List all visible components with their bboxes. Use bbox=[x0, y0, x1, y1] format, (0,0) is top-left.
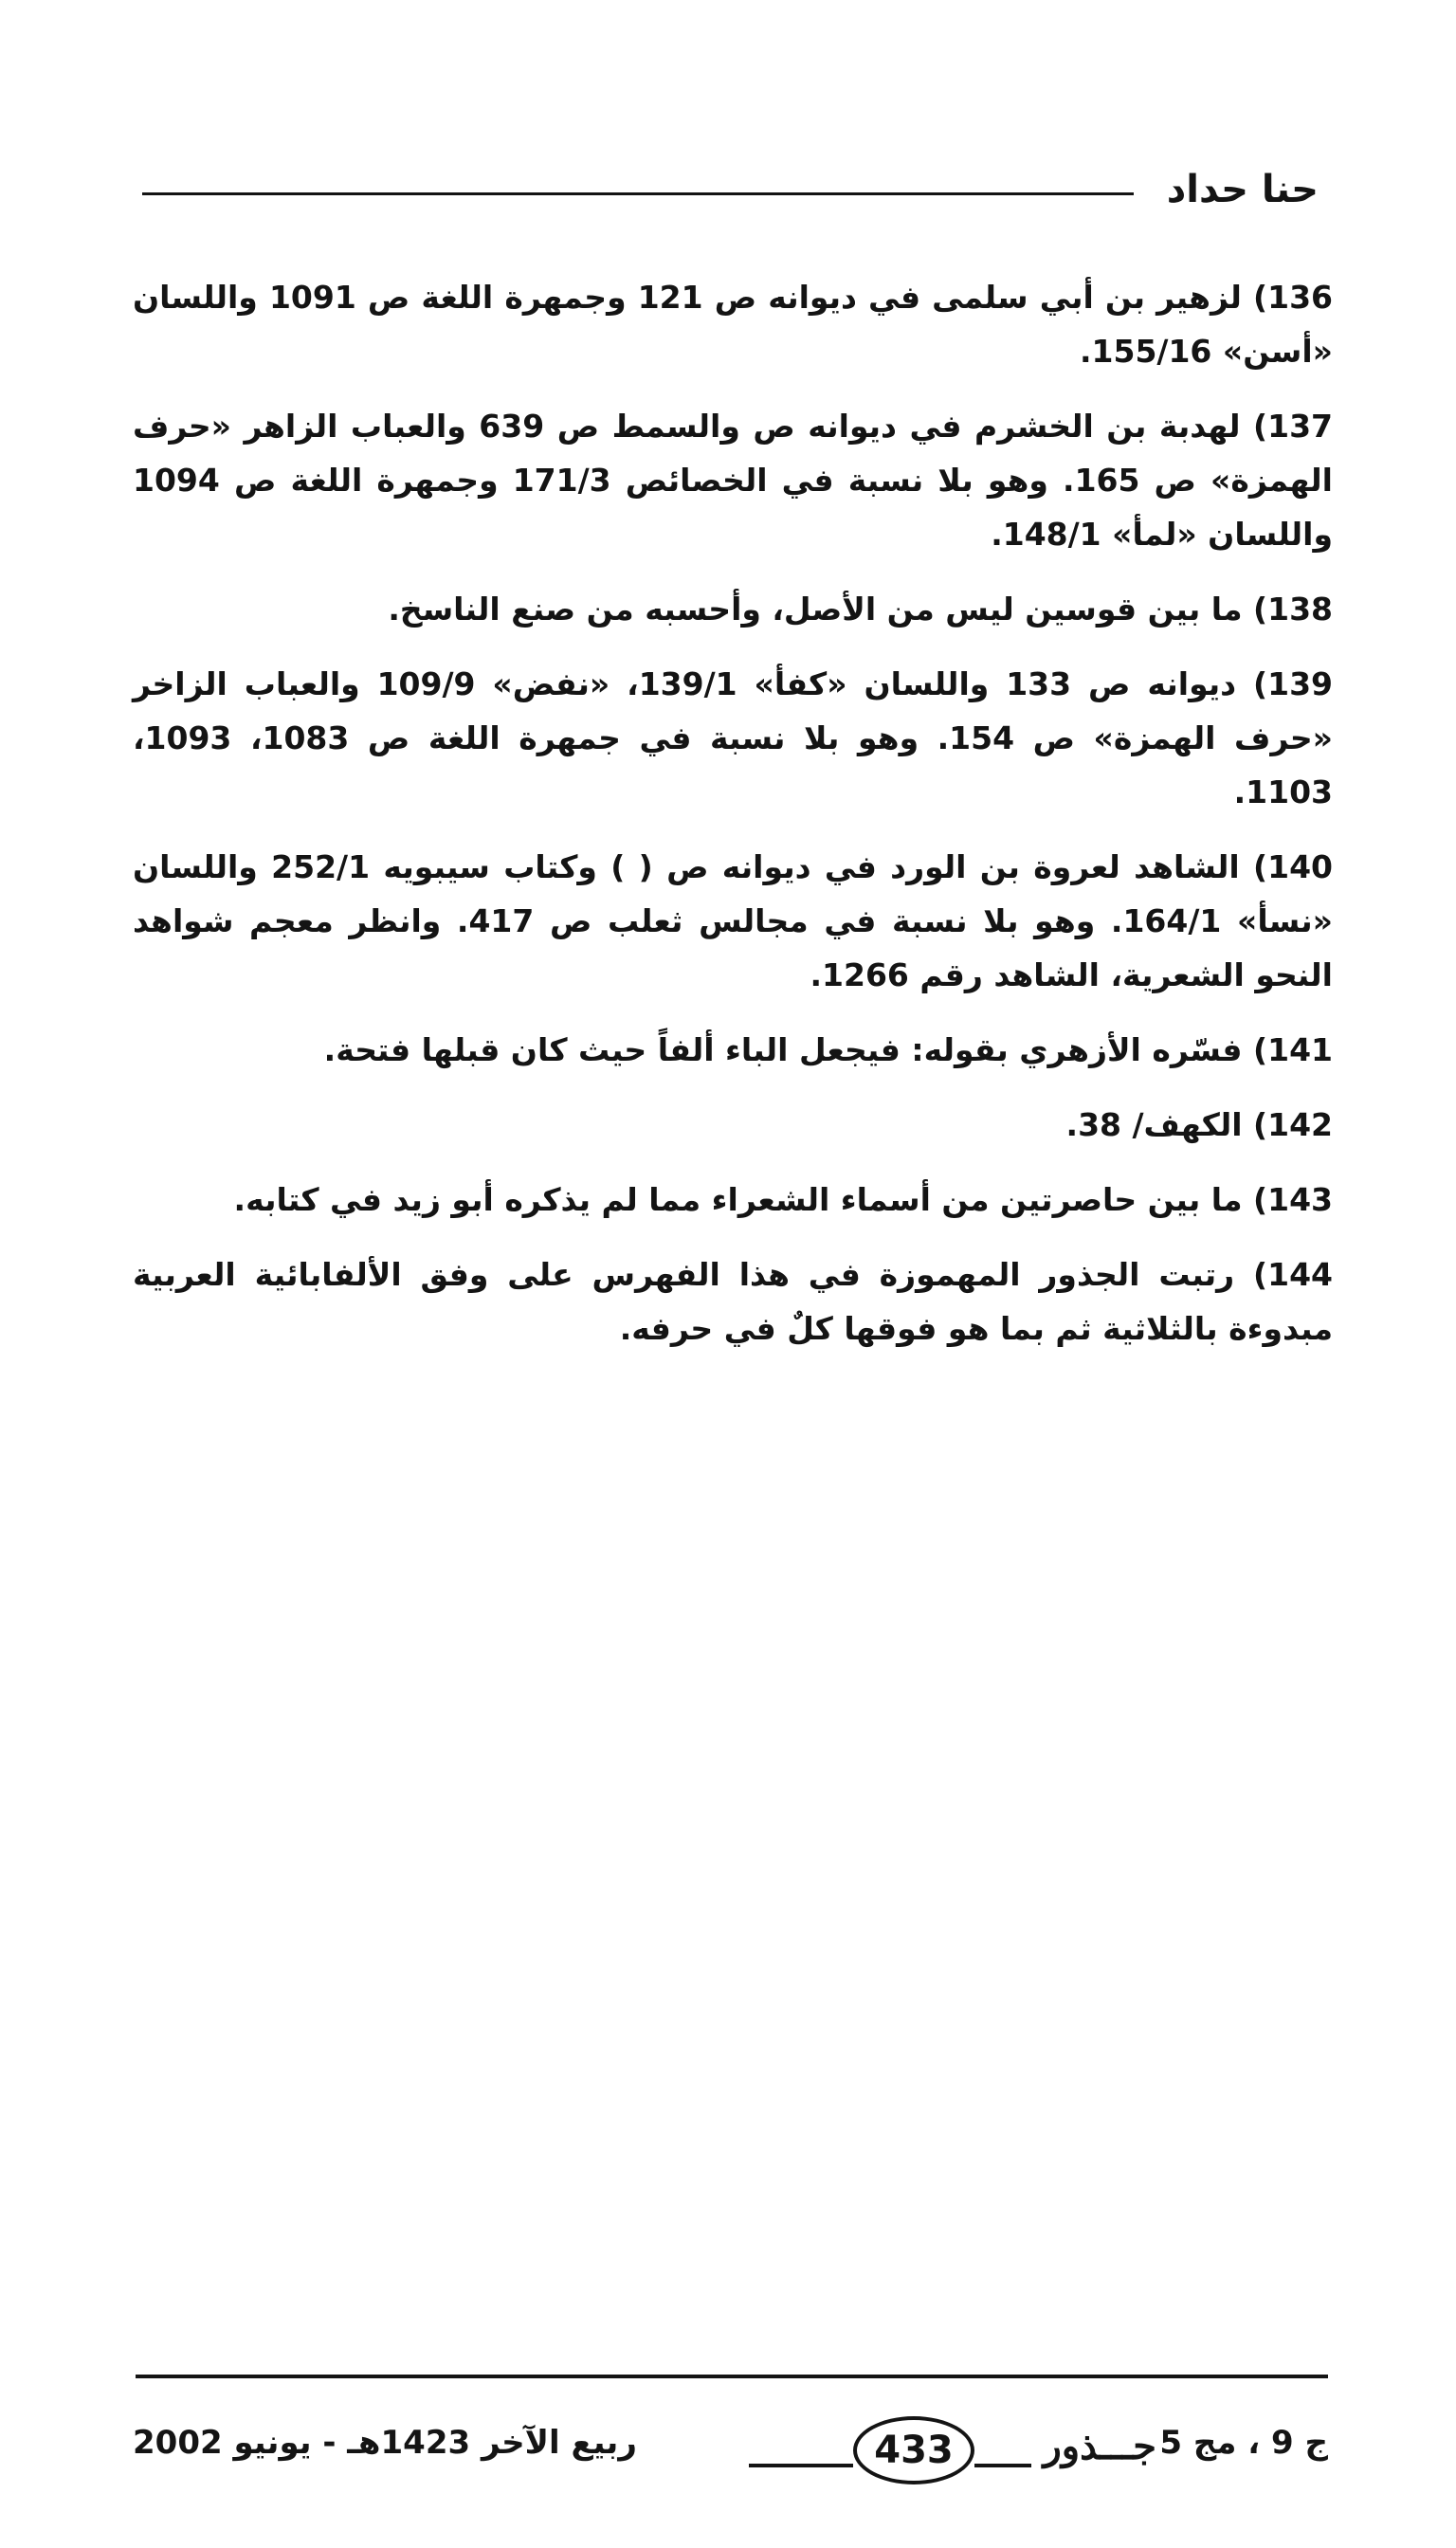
issue-date: ربيع الآخر 1423هـ - يونيو 2002 bbox=[133, 2424, 637, 2462]
endnote-140: 140) الشاهد لعروة بن الورد في ديوانه ص ( ) وكتاب سيبويه 252/1 واللسان «نسأ» 164/1. وهو بلا نسبة في مجالس ثعلب ص 417. وانظر معجم شواهد النحو الشعرية، الشاهد رقم 1266. bbox=[133, 848, 1334, 993]
endnote-138: 138) ما بين قوسين ليس من الأصل، وأحسبه من صنع الناسخ. bbox=[388, 591, 1333, 628]
volume-number: ج 9 ، مج 5 bbox=[1159, 2424, 1328, 2462]
journal-mark bbox=[664, 2412, 1156, 2488]
journal-name: جـــذور bbox=[1043, 2424, 1156, 2468]
endnote-137: 137) لهدبة بن الخشرم في ديوانه ص والسمط ص 639 والعباب الزاهر «حرف الهمزة» ص 165. وهو بلا نسبة في الخصائص 171/3 وجمهرة اللغة ص 1094 واللسان «لمأ» 148/1. bbox=[133, 408, 1333, 553]
page-number-stroke-left bbox=[749, 2464, 853, 2467]
endnote-144: 144) رتبت الجذور المهموزة في هذا الفهرس على وفق الألفابائية العربية مبدوءة بالثلاثية ثم بما هو فوقها كلٌ في حرفه. bbox=[133, 1256, 1333, 1347]
page-number-stroke-right bbox=[974, 2464, 1031, 2467]
running-header bbox=[142, 161, 1319, 218]
endnotes-list bbox=[133, 270, 1333, 1376]
endnote-142: 142) الكهف/ 38. bbox=[1065, 1106, 1333, 1143]
endnote-141: 141) فسّره الأزهري بقوله: فيجعل الباء ألفاً حيث كان قبلها فتحة. bbox=[323, 1031, 1333, 1068]
footer-rule bbox=[136, 2375, 1328, 2378]
page-footer bbox=[133, 2412, 1328, 2488]
header-rule bbox=[142, 192, 1134, 195]
endnote-136: 136) لزهير بن أبي سلمى في ديوانه ص 121 وجمهرة اللغة ص 1091 واللسان «أسن» 155/16. bbox=[133, 279, 1334, 370]
endnote-143: 143) ما بين حاصرتين من أسماء الشعراء مما لم يذكره أبو زيد في كتابه. bbox=[233, 1181, 1333, 1218]
endnote-139: 139) ديوانه ص 133 واللسان «كفأ» 139/1، «نفض» 109/9 والعباب الزاخر «حرف الهمزة» ص 154. وهو بلا نسبة في جمهرة اللغة ص 1083، 1093، 1103. bbox=[133, 665, 1333, 810]
page-number: 433 bbox=[853, 2416, 974, 2484]
author-name: حنا حداد bbox=[1166, 168, 1319, 211]
